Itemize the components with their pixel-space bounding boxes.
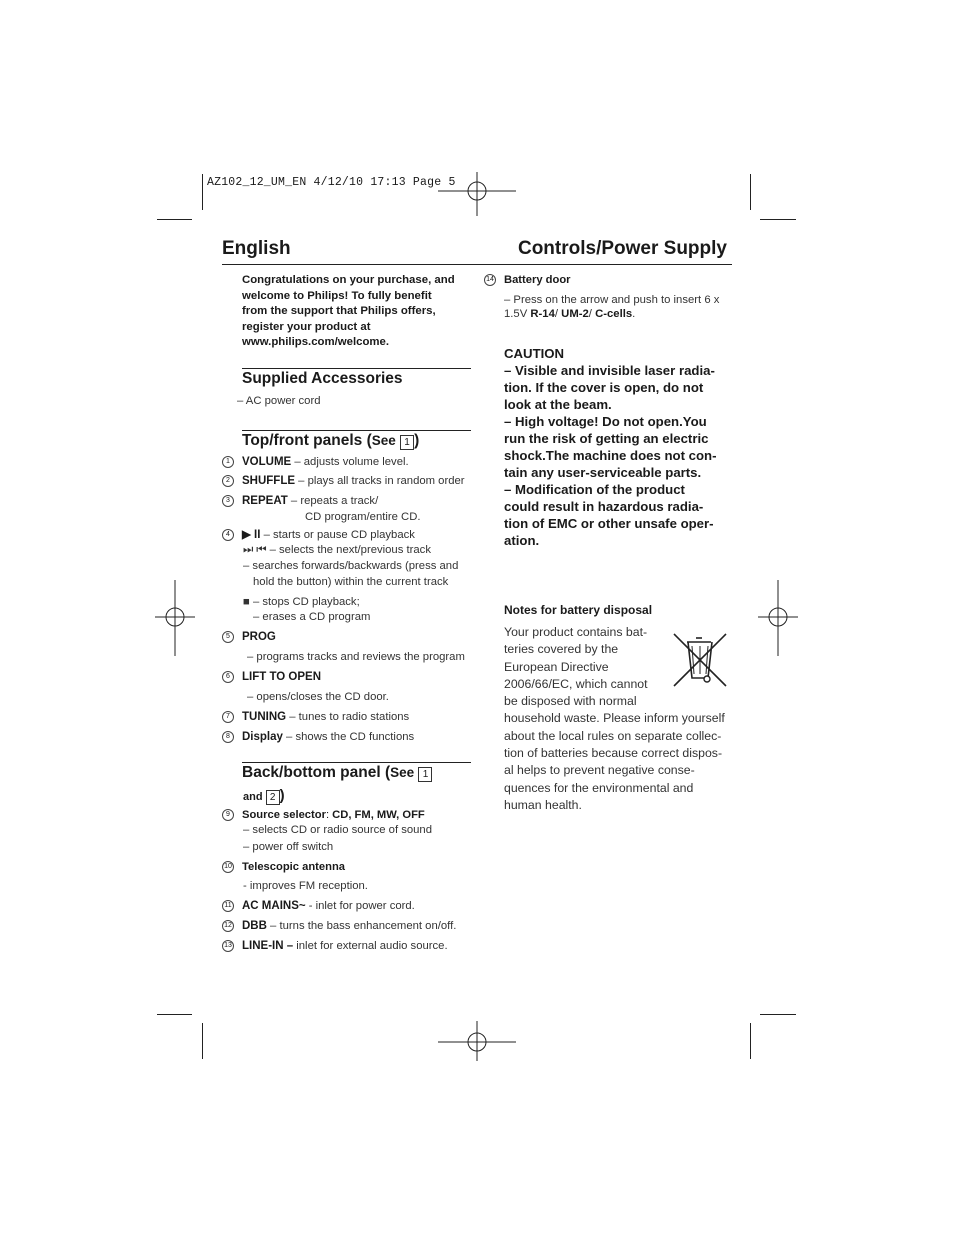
header-rule <box>222 264 732 265</box>
print-slug: AZ102_12_UM_EN 4/12/10 17:13 Page 5 <box>207 176 456 189</box>
intro-line: register your product at <box>242 320 371 333</box>
crop-mark <box>750 174 751 210</box>
skip-desc: ⏭ ⏮ – selects the next/previous track <box>243 544 431 556</box>
item-number: 11 <box>222 900 234 912</box>
control-shuffle <box>222 475 465 487</box>
top-front-panels-heading <box>242 432 419 450</box>
see-label: See <box>371 433 396 448</box>
source-options: CD, FM, MW, OFF <box>332 809 425 821</box>
control-dbb <box>222 920 456 932</box>
crop-mark <box>760 219 796 220</box>
intro-text <box>242 273 455 351</box>
control-name: Battery door <box>504 274 571 286</box>
disposal-line: about the local rules on separate collec- <box>504 728 722 743</box>
control-desc: – shows the CD functions <box>282 731 415 744</box>
disposal-line: household waste. Please inform yourself <box>504 711 725 726</box>
registration-mark-icon <box>438 1021 516 1061</box>
disposal-line: be disposed with normal <box>504 694 637 709</box>
control-name: AC MAINS~ <box>242 900 306 913</box>
control-ac-mains <box>222 900 415 912</box>
stop-desc: – erases a CD program <box>253 611 371 623</box>
crop-mark <box>202 1023 203 1059</box>
item-number: 1 <box>222 456 234 468</box>
see-label: See <box>390 765 415 780</box>
control-desc: - inlet for power cord. <box>305 900 415 913</box>
intro-line: welcome to Philips! To fully benefit <box>242 289 432 302</box>
section-rule <box>242 762 471 763</box>
page-language-title: English <box>222 238 291 259</box>
control-desc: – tunes to radio stations <box>286 711 410 724</box>
heading-text: Back/bottom panel ( <box>242 764 391 781</box>
control-desc: – opens/closes the CD door. <box>247 691 389 703</box>
control-desc: inlet for external audio source. <box>293 940 448 953</box>
battery-voltage: 1.5V <box>504 308 531 320</box>
separator: / <box>588 308 596 320</box>
item-number: 10 <box>222 861 234 873</box>
control-desc: – power off switch <box>243 841 334 853</box>
item-number: 2 <box>222 475 234 487</box>
item-number: 14 <box>484 274 496 286</box>
control-name: DBB <box>242 920 267 933</box>
battery-type: C-cells <box>595 308 633 320</box>
crop-mark <box>202 174 203 210</box>
search-desc: – searches forwards/backwards (press and <box>243 560 459 572</box>
control-source-selector <box>222 809 425 821</box>
control-lift-to-open <box>222 671 321 683</box>
and-label: and <box>243 791 263 803</box>
item-number: 12 <box>222 920 234 932</box>
disposal-title: Notes for battery disposal <box>504 603 653 617</box>
disposal-line: al helps to prevent negative conse- <box>504 763 695 778</box>
control-line-in <box>222 940 448 952</box>
intro-line: from the support that Philips offers, <box>242 305 436 318</box>
item-number: 9 <box>222 809 234 821</box>
supplied-accessories-heading: Supplied Accessories <box>242 370 403 387</box>
item-number: 5 <box>222 631 234 643</box>
caution-line: ation. <box>504 533 540 548</box>
item-number: 7 <box>222 711 234 723</box>
control-desc: – selects CD or radio source of sound <box>243 824 433 836</box>
control-desc: – plays all tracks in random order <box>295 475 465 488</box>
control-name: PROG <box>242 631 276 644</box>
heading-text: Top/front panels ( <box>242 432 372 449</box>
control-battery-door <box>484 274 571 286</box>
disposal-line: 2006/66/EC, which cannot <box>504 676 648 691</box>
control-name: Display <box>242 731 283 744</box>
control-desc: – repeats a track/ <box>287 495 379 508</box>
crop-mark <box>157 219 192 220</box>
search-desc: hold the button) within the current track <box>253 576 449 588</box>
disposal-line: quences for the environmental and <box>504 780 694 795</box>
control-name: SHUFFLE <box>242 475 296 488</box>
caution-line: – Modification of the product <box>504 482 685 497</box>
item-number: 8 <box>222 731 234 743</box>
registration-mark-icon <box>758 580 798 656</box>
separator: : <box>325 809 333 821</box>
section-rule <box>242 368 471 369</box>
caution-line: look at the beam. <box>504 397 612 412</box>
back-bottom-heading-cont <box>243 787 285 805</box>
play-pause-icon: ▶ II <box>242 529 261 541</box>
section-rule <box>242 430 471 431</box>
control-volume <box>222 456 409 468</box>
control-desc: – programs tracks and reviews the program <box>247 651 465 663</box>
control-name: LIFT TO OPEN <box>242 671 322 684</box>
page-title: Controls/Power Supply <box>517 238 727 259</box>
control-name: TUNING <box>242 711 287 724</box>
supplied-item: – AC power cord <box>237 395 321 407</box>
control-display <box>222 731 414 743</box>
heading-close: ) <box>414 432 420 449</box>
control-name: VOLUME <box>242 456 292 469</box>
caution-line: could result in hazardous radia- <box>504 499 704 514</box>
caution-line: tion. If the cover is open, do not <box>504 380 704 395</box>
stop-desc: ■ – stops CD playback; <box>243 596 360 608</box>
control-play-pause <box>222 527 415 541</box>
battery-type: R-14 <box>530 308 555 320</box>
caution-line: shock.The machine does not con- <box>504 448 717 463</box>
caution-block <box>504 345 732 549</box>
crop-mark <box>760 1014 796 1015</box>
disposal-line: tion of batteries because correct dispos- <box>504 746 723 761</box>
control-desc: – starts or pause CD playback <box>260 529 415 541</box>
caution-title: CAUTION <box>504 346 565 361</box>
back-bottom-panel-heading <box>242 764 432 782</box>
item-number: 6 <box>222 671 234 683</box>
battery-type: UM-2 <box>561 308 589 320</box>
control-desc: – adjusts volume level. <box>291 456 409 469</box>
control-tuning <box>222 711 409 723</box>
caution-line: – Visible and invisible laser radia- <box>504 363 715 378</box>
control-antenna <box>222 861 345 873</box>
separator: / <box>554 308 562 320</box>
control-prog <box>222 631 276 643</box>
control-desc: CD program/entire CD. <box>305 511 421 523</box>
registration-mark-icon <box>155 580 195 656</box>
crossed-out-bin-icon <box>670 630 728 690</box>
control-repeat <box>222 495 378 507</box>
control-desc: – turns the bass enhancement on/off. <box>266 920 457 933</box>
crop-mark <box>750 1023 751 1059</box>
control-name: Telescopic antenna <box>242 861 345 873</box>
control-name: LINE-IN – <box>242 940 294 953</box>
disposal-line: human health. <box>504 797 582 812</box>
caution-line: tain any user-serviceable parts. <box>504 465 702 480</box>
control-name: Source selector <box>242 809 326 821</box>
figure-ref: 2 <box>266 790 280 805</box>
item-number: 3 <box>222 495 234 507</box>
caution-line: tion of EMC or other unsafe oper- <box>504 516 714 531</box>
control-desc: - improves FM reception. <box>243 880 368 892</box>
disposal-line: teries covered by the <box>504 642 619 657</box>
item-number: 4 <box>222 529 234 541</box>
intro-line: Congratulations on your purchase, and <box>242 274 455 286</box>
period: . <box>632 308 636 320</box>
disposal-line: Your product contains bat- <box>504 625 648 639</box>
figure-ref: 1 <box>418 767 432 782</box>
heading-close: ) <box>279 787 285 804</box>
caution-line: run the risk of getting an electric <box>504 431 709 446</box>
battery-desc: – Press on the arrow and push to insert 6 x <box>504 294 720 306</box>
caution-line: – High voltage! Do not open.You <box>504 414 707 429</box>
control-name: REPEAT <box>242 495 288 508</box>
item-number: 13 <box>222 940 234 952</box>
battery-desc-cont <box>504 308 635 320</box>
crop-mark <box>157 1014 192 1015</box>
disposal-line: European Directive <box>504 659 609 674</box>
intro-line: www.philips.com/welcome. <box>242 336 390 349</box>
figure-ref: 1 <box>400 435 414 450</box>
